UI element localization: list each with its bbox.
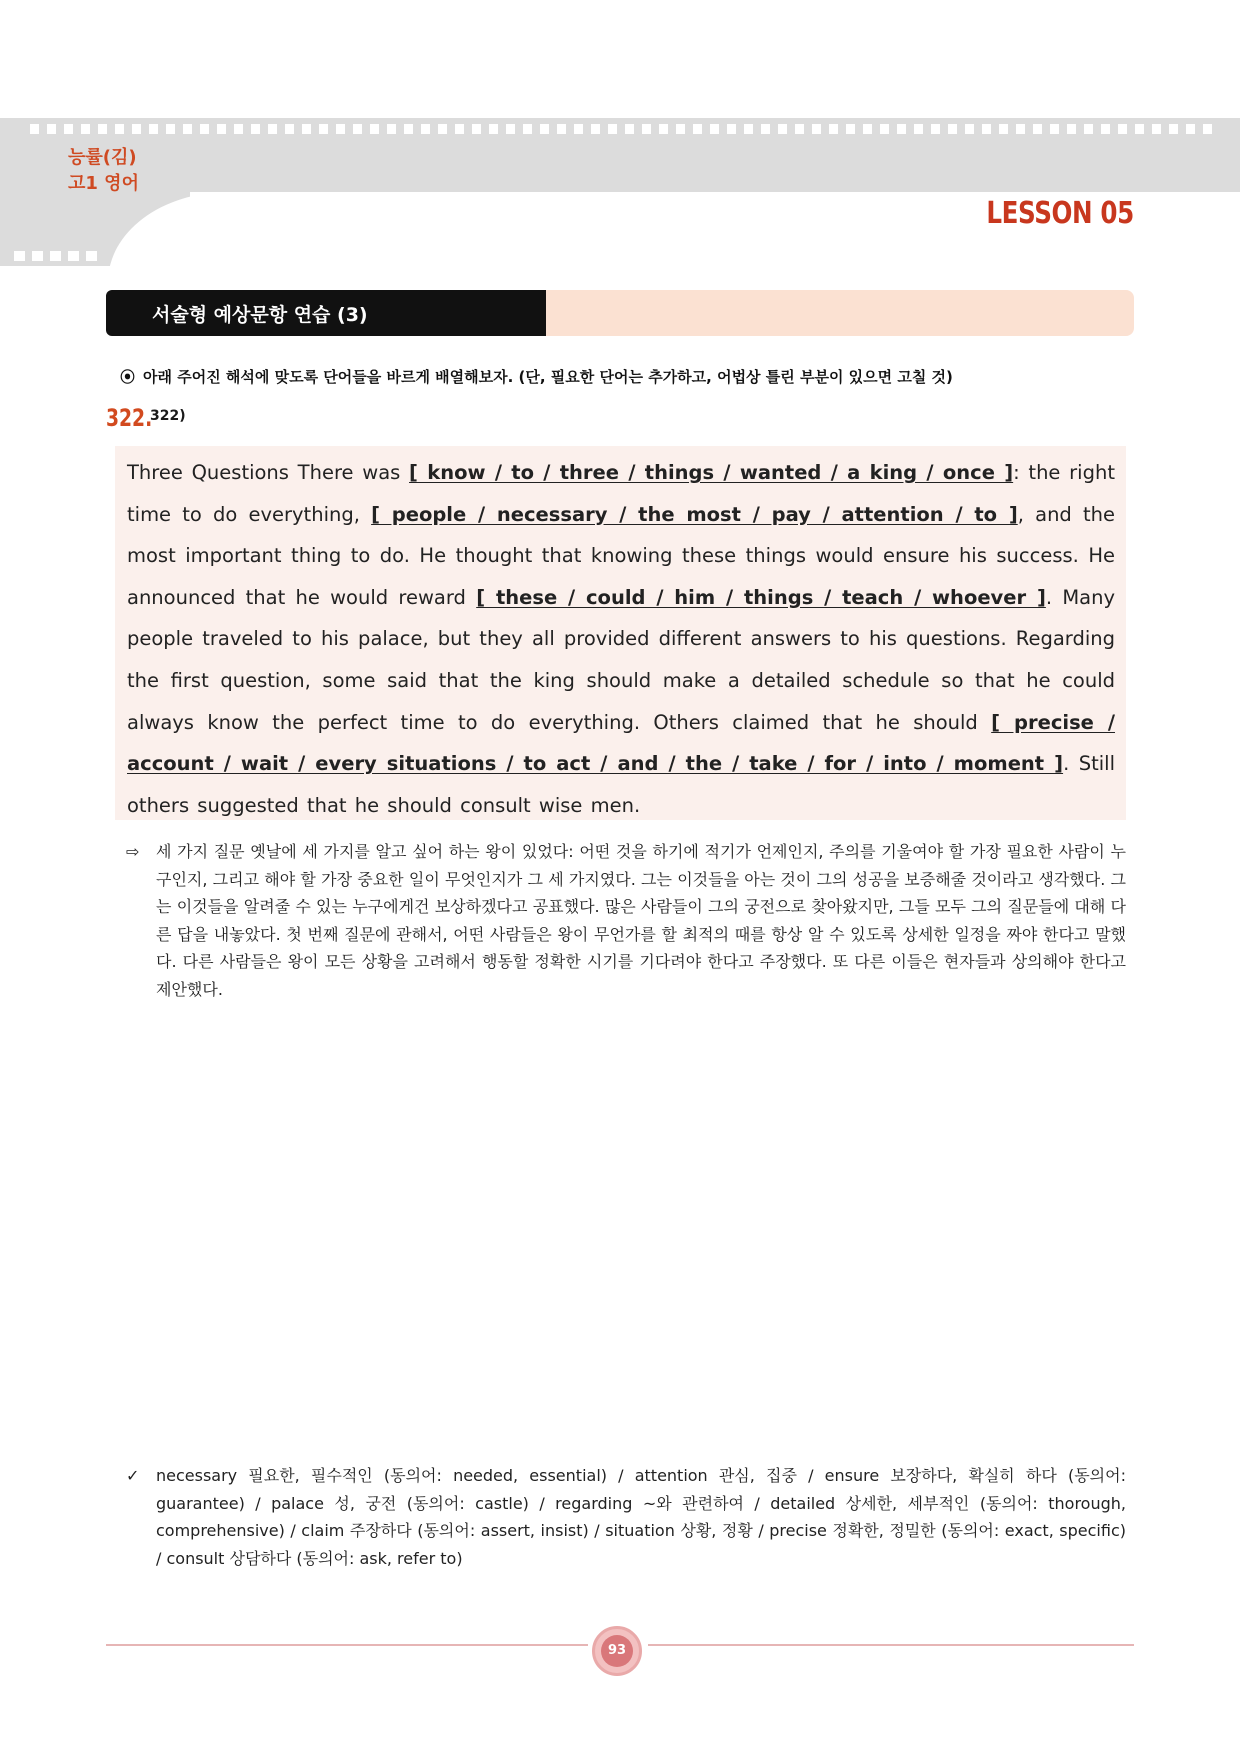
section-header-light — [546, 290, 1134, 336]
passage-text — [127, 452, 1115, 826]
word-bank-1: [ know / to / three / things / wanted / a king / once ] — [409, 461, 1014, 484]
passage-segment: . Still others suggested that he should consult wise men. — [127, 752, 1115, 817]
footer-line-left — [106, 1644, 588, 1646]
page-number: 93 — [601, 1635, 633, 1667]
passage-segment: , and the most important thing to do. He thought that knowing these things would ensure his success. He announced that he would reward — [127, 502, 1115, 609]
vocabulary-text: necessary 필요한, 필수적인 (동의어: needed, essential) / attention 관심, 집중 / ensure 보장하다, 확실히 하다 (동의어: guarantee) / palace 성, 궁전 (동의어: castle) / regarding ~와 관련하여 / detailed 상세한, 세부적인 (동의어: thorough, comprehensive) / claim 주장하다 (동의어: assert, insist) / situation 상황, 정황 / precise 정확한, 정밀한 (동의어: exact, specific) / consult 상담하다 (동의어: ask, refer to) — [156, 1466, 1126, 1568]
passage-segment: Three Questions There was — [127, 461, 410, 484]
instruction-text: 아래 주어진 해석에 맞도록 단어들을 바르게 배열해보자. (단, 필요한 단어는 추가하고, 어법상 틀린 부분이 있으면 고칠 것) — [143, 368, 953, 386]
word-bank-4: [ precise / account / wait / every situations / to act / and / the / take / for / into / moment ] — [127, 710, 1115, 776]
footer-line-right — [648, 1644, 1134, 1646]
section-title: 서술형 예상문항 연습 (3) — [152, 304, 368, 326]
publisher-label — [68, 145, 139, 197]
passage-box — [115, 446, 1126, 820]
film-holes-bottom — [14, 251, 100, 261]
arrow-icon: ⇨ — [126, 842, 140, 861]
film-holes-top — [30, 124, 1220, 134]
question-number: 322. — [106, 404, 153, 432]
word-bank-2: [ people / necessary / the most / pay / attention / to ] — [371, 502, 1018, 526]
question-reference: 322) — [150, 408, 186, 424]
check-icon: ✓ — [126, 1466, 140, 1485]
publisher-line-2: 고1 영어 — [68, 173, 139, 194]
passage-segment: . Many people traveled to his palace, but they all provided different answers to his questions. Regarding the first question, some said that the king should make a detailed schedule so that he could always know the perfect time to do everything. Others claimed that he should — [127, 585, 1115, 734]
lesson-title: LESSON 05 — [986, 196, 1134, 231]
translation — [126, 838, 1126, 1004]
page-number-badge — [592, 1626, 642, 1676]
vocabulary-note — [126, 1462, 1126, 1572]
target-bullet-icon: ⦿ — [120, 368, 136, 386]
instruction — [120, 366, 1130, 387]
word-bank-3: [ these / could / him / things / teach / whoever ] — [476, 585, 1046, 609]
publisher-line-1: 능률(김) — [68, 147, 137, 168]
translation-text: 세 가지 질문 옛날에 세 가지를 알고 싶어 하는 왕이 있었다: 어떤 것을 하기에 적기가 언제인지, 주의를 기울여야 할 가장 필요한 사람이 누구인지, 그리고 해야 할 가장 중요한 일이 무엇인지가 그 세 가지였다. 그는 이것들을 아는 것이 그의 성공을 보증해줄 것이라고 생각했다. 그는 이것들을 알려줄 수 있는 누구에게건 보상하겠다고 공표했다. 많은 사람들이 그의 궁전으로 찾아왔지만, 그들 모두 그의 질문들에 대해 다른 답을 내놓았다. 첫 번째 질문에 관해서, 어떤 사람들은 왕이 무언가를 할 최적의 때를 항상 알 수 있도록 상세한 일정을 짜야 한다고 말했다. 다른 사람들은 왕이 모든 상황을 고려해서 행동할 정확한 시기를 기다려야 한다고 주장했다. 또 다른 이들은 현자들과 상의해야 한다고 제안했다. — [156, 842, 1126, 999]
section-header — [106, 290, 1134, 336]
passage-segment: : the right time to do everything, — [127, 461, 1115, 526]
